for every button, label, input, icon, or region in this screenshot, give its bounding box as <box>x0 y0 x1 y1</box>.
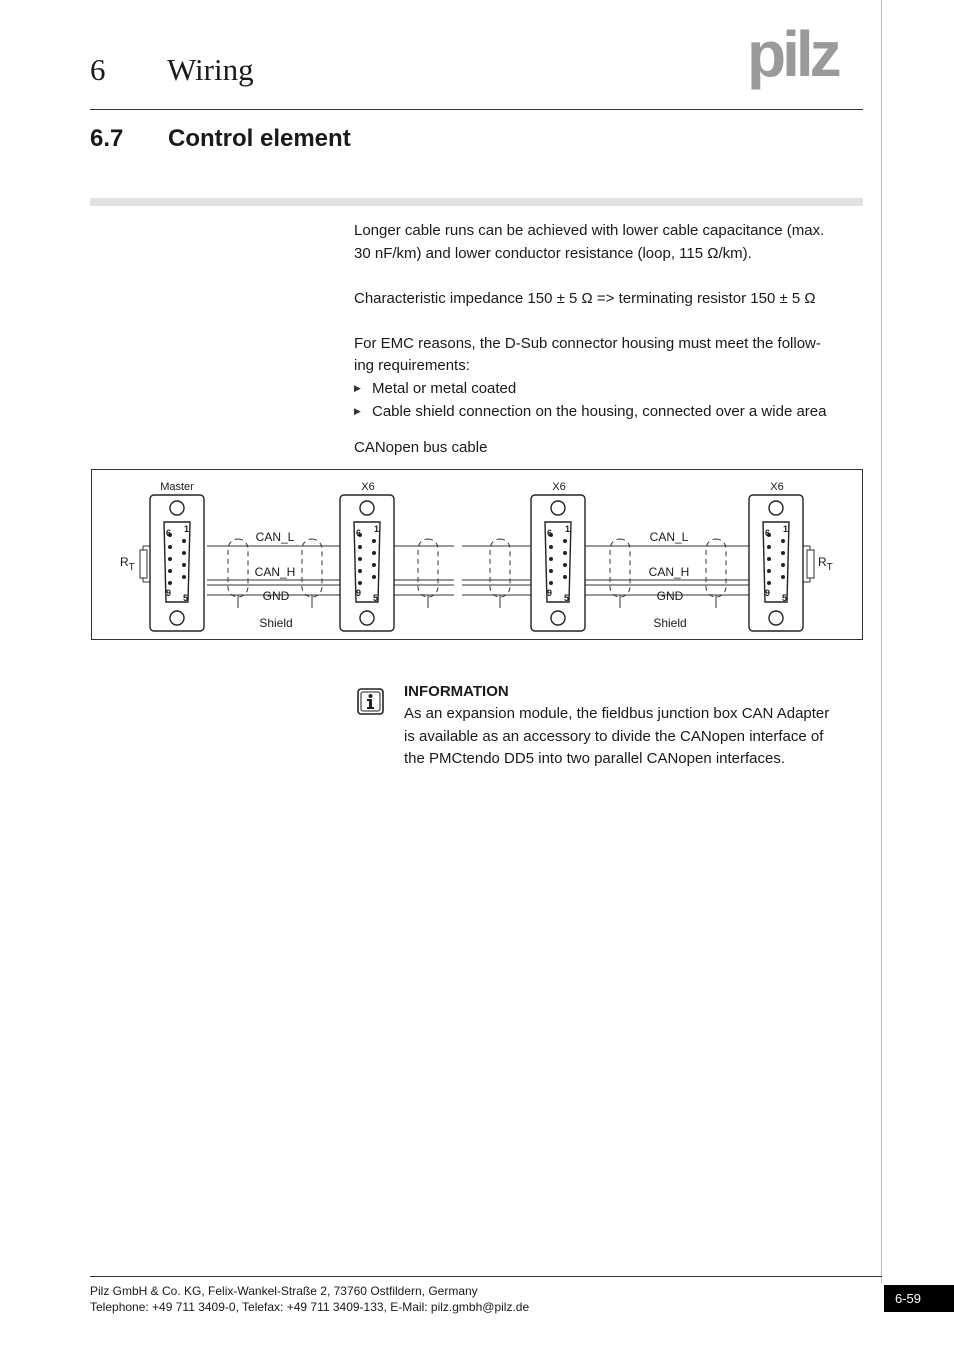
canopen-wiring-diagram <box>91 469 863 640</box>
signal-label-can-h: CAN_H <box>254 565 296 579</box>
resistor-label <box>818 555 833 573</box>
pin-label: 1 <box>783 524 789 534</box>
resistor-label-main: R <box>818 555 827 569</box>
bullet-arrow-icon: ▶ <box>354 383 361 393</box>
connector-label: X6 <box>361 481 375 493</box>
bullet-arrow-icon: ▶ <box>354 406 361 416</box>
dsub-connector-x6-c <box>749 495 803 631</box>
signal-label-shield: Shield <box>259 616 293 630</box>
pin-label: 5 <box>564 593 570 603</box>
bullet-item <box>354 400 866 424</box>
dsub-connector-master <box>150 495 204 631</box>
information-body <box>404 703 864 771</box>
bullet-text: Metal or metal coated <box>372 380 517 397</box>
chapter-title: Wiring <box>167 52 254 87</box>
signal-label-shield: Shield <box>653 616 687 630</box>
connector-label: Master <box>160 481 194 493</box>
dsub-connector-x6-a <box>340 495 394 631</box>
pin-label: 5 <box>183 593 189 603</box>
bullet-text: Cable shield connection on the housing, connected over a wide area <box>372 403 827 420</box>
paragraph-line: ing requirements: <box>354 357 470 374</box>
signal-label-can-l: CAN_L <box>649 530 689 544</box>
figure-caption: CANopen bus cable <box>354 439 488 456</box>
header-divider <box>90 109 863 110</box>
signal-label-gnd: GND <box>262 589 290 603</box>
signal-label-can-h: CAN_H <box>648 565 690 579</box>
footer-contact: Telephone: +49 711 3409-0, Telefax: +49 711 3409-133, E-Mail: pilz.gmbh@pilz.de <box>90 1300 530 1314</box>
pin-label: 1 <box>184 524 190 534</box>
resistor-label-main: R <box>120 555 129 569</box>
information-line: the PMCtendo DD5 into two parallel CANopen interfaces. <box>404 750 786 767</box>
logo-text: pilz <box>747 26 838 90</box>
resistor-label <box>120 555 135 573</box>
pin-label: 9 <box>547 588 553 598</box>
signal-label-can-l: CAN_L <box>255 530 295 544</box>
signal-label-gnd: GND <box>656 589 684 603</box>
pin-label: 6 <box>547 528 553 538</box>
paragraph-line: For EMC reasons, the D-Sub connector housing must meet the follow- <box>354 335 821 352</box>
resistor-label-sub: T <box>826 562 833 573</box>
page-number-badge: 6-59 <box>884 1285 954 1312</box>
information-line: is available as an accessory to divide the CANopen interface of <box>404 727 824 745</box>
footer-address: Pilz GmbH & Co. KG, Felix-Wankel-Straße 2, 73760 Ostfildern, Germany <box>90 1284 478 1298</box>
connector-label: X6 <box>770 481 784 493</box>
paragraph-line: Longer cable runs can be achieved with lower cable capacitance (max. <box>354 222 825 239</box>
resistor-label-sub: T <box>128 562 135 573</box>
pin-label: 6 <box>166 528 172 538</box>
pin-label: 9 <box>765 588 771 598</box>
right-margin-rule <box>881 0 882 1283</box>
pin-label: 1 <box>565 524 571 534</box>
wiring-svg <box>92 470 862 639</box>
paragraph-line: 30 nF/km) and lower conductor resistance (loop, 115 Ω/km). <box>354 245 752 262</box>
chapter-number: 6 <box>90 52 106 87</box>
information-icon <box>357 688 384 715</box>
pin-label: 9 <box>356 588 362 598</box>
bullet-item <box>354 377 866 401</box>
information-line: As an expansion module, the fieldbus junction box CAN Adapter <box>404 705 830 722</box>
section-number: 6.7 <box>90 125 124 152</box>
information-heading: INFORMATION <box>404 683 509 700</box>
dsub-connector-x6-b <box>531 495 585 631</box>
pin-label: 5 <box>782 593 788 603</box>
pilz-logo <box>747 26 865 96</box>
pin-label: 1 <box>374 524 380 534</box>
footer-divider <box>90 1276 882 1277</box>
section-title: Control element <box>168 125 351 152</box>
paragraph-line: Characteristic impedance 150 ± 5 Ω => terminating resistor 150 ± 5 Ω <box>354 290 816 307</box>
terminating-resistor-left <box>140 550 147 578</box>
pin-label: 5 <box>373 593 379 603</box>
terminating-resistor-right <box>807 550 814 578</box>
section-bar <box>90 198 863 206</box>
pin-label: 6 <box>356 528 362 538</box>
pin-label: 6 <box>765 528 771 538</box>
pin-label: 9 <box>166 588 172 598</box>
connector-label: X6 <box>552 481 566 493</box>
